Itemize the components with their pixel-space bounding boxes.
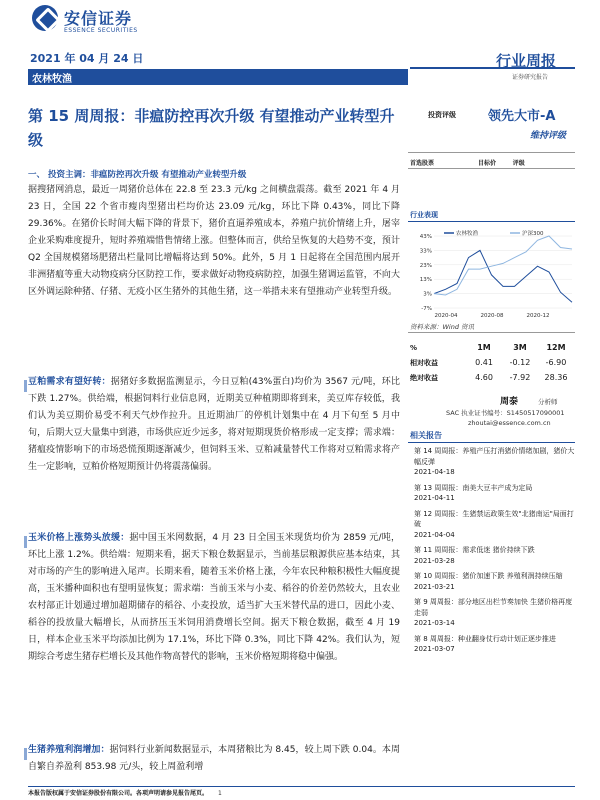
related-report-date: 2021-03-21 [414,582,455,591]
related-report-title: 第 12 周周报：生猪禁运政策生效"北猪南运"局面打破 [414,509,574,528]
related-report-item[interactable] [414,545,576,566]
rating-label: 投资评级 [428,111,456,119]
related-report-date: 2021-03-28 [414,556,455,565]
related-report-title: 第 14 周周报：养殖产压打消猪价情绪加剧，猪价大幅反弹 [414,447,575,466]
related-report-item[interactable] [414,597,576,629]
page-number: 1 [218,790,222,797]
sector-bar [28,69,408,85]
divider [28,786,575,787]
report-type: 行业周报 [496,52,557,70]
section-heading: 玉米价格上涨势头放缓： [28,533,130,543]
analyst-name: 周泰 [500,397,519,407]
y-tick-label: -7% [421,306,432,312]
analyst-email[interactable]: zhoutai@essence.com.cn [468,419,551,427]
logo-en-text: ESSENCE SECURITIES [64,27,138,34]
x-tick-label: 2020-08 [480,313,504,319]
footer-disclaimer: 本报告版权属于安信证券股份有限公司。各项声明请参见报告尾页。 [28,790,209,797]
table-cell: -0.12 [509,358,531,367]
table-cell: 0.41 [475,358,493,367]
related-report-item[interactable] [414,634,576,655]
series-line-industry [434,250,572,302]
related-report-date: 2021-03-07 [414,645,455,653]
related-report-title: 第 9 周周报：部分地区出栏节奏加快 生猪价格再度走弱 [414,598,573,617]
table-cell: 4.60 [475,373,493,382]
section-body: 玉米价格上涨势头放缓：据中国玉米网数据，4 月 23 日全国玉米现货均价为 2859 元/吨，环比上涨 1.2%。供给端：短期来看，据天下粮仓数据显示，当前基层粮源供应基本结束，其对市场的产生的影响进入尾声。长期来看，随着玉米价格上涨，今年农民种粮积极性大幅度提高，玉米播种面积也有望明显恢复；需求端：当前玉米与小麦、稻谷的价差仍然较大，且农业农村部正计划通过增加超期储存的稻谷、小麦投放，适当扩大玉米替代品的进口，因此小麦、稻谷的投放量大幅增长，从而挤压玉米饲用消费增长空间。据天下粮仓数据，截至 4 月 19 日，样本企业玉米平均添加比例为 17.1%，环比下降 0.3%，同比下降 42%。我们认为，短期综合考虑生猪存栏增长及其他作物高替代的影响，玉米价格短期将稳中偏强。 [28,533,400,662]
x-tick-label: 2020-04 [434,313,458,319]
related-list [414,446,576,660]
related-report-date: 2021-04-11 [414,494,455,502]
paragraph-marker [24,536,27,548]
y-tick-label: 3% [423,291,432,298]
table-cell: -7.92 [509,373,531,382]
first-rating-label: 首选股票 [410,160,435,167]
related-report-item[interactable] [414,509,576,541]
performance-heading: 行业表现 [410,211,438,219]
section-heading: 生猪养殖利润增加： [28,745,110,755]
table-cell: 28.36 [544,373,568,382]
related-report-item[interactable] [414,571,576,592]
rating-status: 维持评级 [530,131,567,141]
x-tick-label: 2020-12 [526,313,550,319]
y-tick-label: 33% [419,248,432,255]
paragraph-marker [24,380,27,392]
section-heading: 豆粕需求有望好转： [28,377,111,387]
table-header: 3M [513,343,527,352]
report-date: 2021 年 04 月 24 日 [30,52,144,65]
performance-table [410,340,575,385]
related-report-title: 第 11 周周报：需求低迷 猪价持续下跌 [414,546,535,554]
analyst-sac: SAC 执业证书编号：S1450517090001 [446,409,565,417]
paragraph-marker [24,748,27,760]
y-tick-label: 13% [419,277,432,284]
logo-text: 安信证券 [64,9,133,28]
rating-value: 领先大市-A [488,109,556,124]
y-tick-label: 23% [419,262,432,269]
divider [408,442,575,443]
table-row [410,355,575,370]
legend-label: 沪深300 [522,231,544,237]
related-heading: 相关报告 [410,431,442,440]
divider [408,332,575,333]
section-body: 生猪养殖利润增加：据饲料行业新闻数据显示，本周猪粮比为 8.45，较上周下跌 0.04。本周自繁自养盈利 853.98 元/头，较上周盈利增 [28,745,400,772]
table-header: % [410,343,418,352]
related-report-title: 第 13 周周报：南美大豆丰产成为定局 [414,483,533,492]
divider [408,168,575,169]
section-body: 据搜猪网消息，最近一周猪价总体在 22.8 至 23.3 元/kg 之间横盘震荡。截至 2021 年 4 月 23 日，全国 22 个省市瘦肉型猪出栏均价达 23.09 元/kg，环比下降 0.43%，同比下降 29.36%。在猪价长时间大幅下降的背景下，猪价直逼养殖成本，养殖户抗价情绪上升，屠宰企业采购难度提升，短时养殖端惜售情绪上涨。但整体而言，供给呈恢复的大趋势不变，预计 Q2 全国规模猪场肥猪出栏量同比增幅将达到 50%。此外，5 月 1 日起将在全国范围内展开非洲猪瘟等重大动物疫病分区防控工作，要求做好动物疫病防控，加强生猪调运监管，不向大区外调运除种猪、仔猪、无疫小区生猪外的其他生猪，这一举措未来有望推动产业转型升级。 [28,185,400,297]
table-header-row [410,340,575,355]
table-row [410,370,575,385]
page-title: 第 15 周周报：非瘟防控再次升级 有望推动产业转型升级 [28,107,395,149]
section-body: 豆粕需求有望好转：据猪好多数据监测显示，今日豆粕(43%蛋白)均价为 3567 元/吨，环比下跌 1.27%。供给端，根据饲料行业信息网，近期美豆种植期即将到来，美豆库存较低，我们认为美豆期价易受不利天气炒作拉升。且近期油厂的停机计划集中在 4 月下旬至 5 月中旬，后期大豆大量集中到港，市场供应近少远多，将对短期现货价格形成一定支撑；需求端：猪瘟疫情影响下的市场恐慌预期逐渐减少，但饲料玉米、豆粕减量替代工作将对豆粕需求将产生一定影响，豆粕价格短期预计仍将震荡偏弱。 [28,377,400,472]
related-report-title: 第 8 周周报：种业翻身仗行动计划正逐步推进 [414,634,556,643]
divider [408,152,575,153]
related-report-date: 2021-04-04 [414,530,455,539]
target-price-label: 目标价 评级 [478,160,525,167]
section-heading: 一、 投资主调：非瘟防控再次升级 有望推动产业转型升级 [28,170,247,180]
table-header: 1M [477,343,491,352]
related-report-title: 第 10 周周报：猪价加速下跌 养殖利润持续压缩 [414,572,563,580]
related-report-item[interactable] [414,483,576,504]
related-report-item[interactable] [414,446,576,478]
related-report-date: 2021-03-14 [414,619,455,627]
y-tick-label: 43% [419,234,432,240]
performance-chart [410,228,575,320]
data-source: 资料来源：Wind 资讯 [410,323,475,331]
sector-label: 农林牧渔 [32,74,72,85]
table-cell: 绝对收益 [410,373,438,382]
table-header: 12M [546,343,566,352]
table-cell: -6.90 [545,358,567,367]
legend-label: 农林牧渔 [456,231,479,237]
logo-icon [32,5,58,31]
related-report-date: 2021-04-18 [414,468,455,476]
report-subtitle: 证券研究报告 [512,74,549,81]
table-cell: 相对收益 [410,358,438,367]
divider [408,221,575,222]
analyst-title: 分析师 [538,398,558,406]
